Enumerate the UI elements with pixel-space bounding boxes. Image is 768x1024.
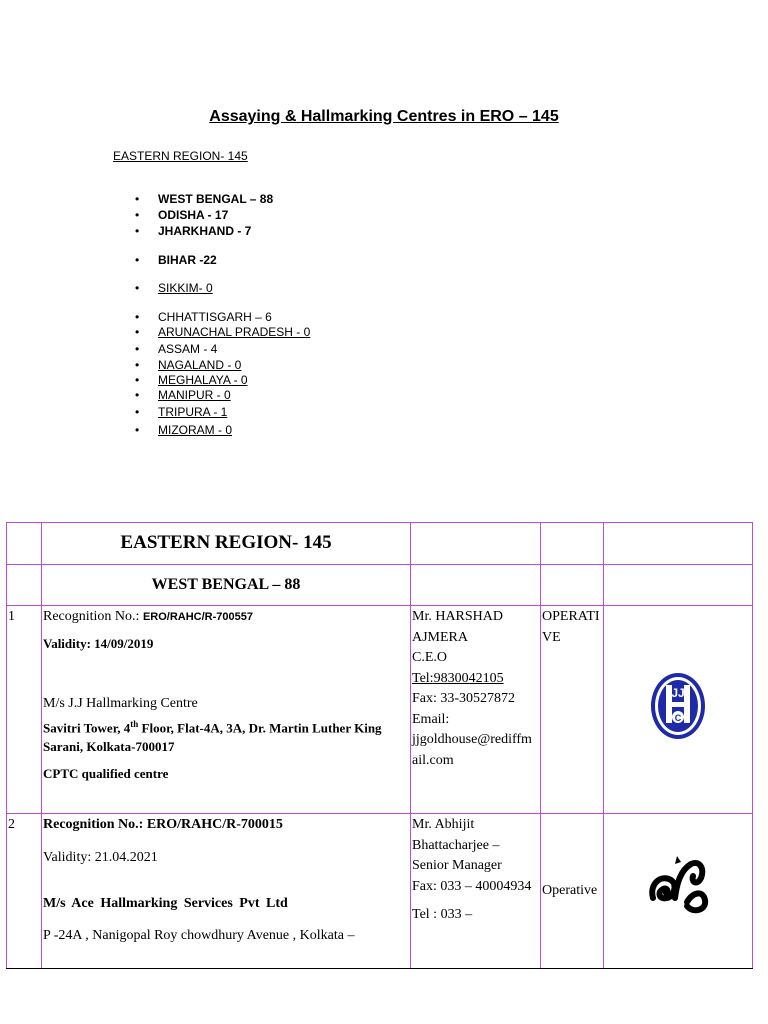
serial-number: 2	[7, 814, 42, 969]
list-item: • MIZORAM - 0	[136, 423, 210, 437]
list-item: • ODISHA - 17	[136, 208, 206, 222]
centre-details	[42, 814, 411, 969]
svg-text:JJ: JJ	[671, 685, 685, 700]
logo-cell	[604, 814, 753, 969]
table-region-header: EASTERN REGION- 145	[42, 523, 411, 565]
centre-note: CPTC qualified centre	[43, 765, 169, 781]
status: OPERATIVE	[541, 606, 604, 814]
page-title: Assaying & Hallmarking Centres in ERO – 145	[209, 108, 559, 125]
list-item: • ASSAM - 4	[136, 342, 195, 356]
recognition-number: Recognition No.: ERO/RAHC/R-700557	[43, 609, 253, 624]
svg-text:C: C	[674, 712, 682, 723]
region-heading: EASTERN REGION- 145	[113, 149, 248, 163]
table-row	[7, 814, 753, 969]
list-item: • MANIPUR - 0	[136, 388, 209, 402]
contact-name: Mr. Abhijit Bhattacharjee – Senior Manager	[412, 817, 502, 873]
serial-number: 1	[7, 606, 42, 814]
fax: Fax: 33-30527872	[412, 691, 516, 706]
list-item: • WEST BENGAL – 88	[136, 192, 251, 206]
ace-hallmark-logo-icon	[647, 852, 709, 922]
centre-name: M/s Ace Hallmarking Services Pvt Ltd	[43, 896, 288, 911]
table-state-row	[7, 565, 753, 606]
list-item: • NAGALAND - 0	[136, 358, 219, 372]
table-row	[7, 606, 753, 814]
email: jjgoldhouse@rediffmail.com	[412, 732, 532, 768]
list-item: • TRIPURA - 1	[136, 405, 205, 419]
status: Operative	[541, 814, 604, 969]
list-item: • BIHAR -22	[136, 253, 195, 267]
list-item: • MEGHALAYA - 0	[136, 373, 226, 387]
list-item: • JHARKHAND - 7	[136, 224, 229, 238]
table-header-row	[7, 523, 753, 565]
centre-address: Savitri Tower, 4th Floor, Flat-4A, 3A, Dr. Martin Luther King Sarani, Kolkata-700017	[43, 718, 382, 754]
telephone: Tel:9830042105	[412, 670, 504, 686]
list-item: • SIKKIM- 0	[136, 281, 191, 295]
contact-details: Mr. HARSHAD AJMERA C.E.O Tel:9830042105 Fax: 33-30527872 Email: jjgoldhouse@rediffmail.com	[411, 606, 541, 814]
telephone: Tel : 033 –	[412, 907, 473, 922]
logo-cell	[604, 606, 753, 814]
centre-name: M/s J.J Hallmarking Centre	[43, 696, 198, 711]
list-item: • CHHATTISGARH – 6	[136, 310, 250, 324]
recognition-number: Recognition No.: ERO/RAHC/R-700015	[43, 817, 283, 832]
table-state-header: WEST BENGAL – 88	[42, 565, 411, 606]
centre-address: P -24A , Nanigopal Roy chowdhury Avenue , Kolkata –	[43, 927, 355, 943]
validity: Validity: 21.04.2021	[43, 849, 158, 865]
fax: Fax: 033 – 40004934	[412, 878, 532, 894]
jj-hallmark-logo-icon	[649, 671, 707, 741]
centre-details	[42, 606, 411, 814]
list-item: • ARUNACHAL PRADESH - 0	[136, 325, 288, 339]
centres-table	[6, 522, 753, 969]
validity: Validity: 14/09/2019	[43, 635, 154, 651]
contact-details	[411, 814, 541, 969]
